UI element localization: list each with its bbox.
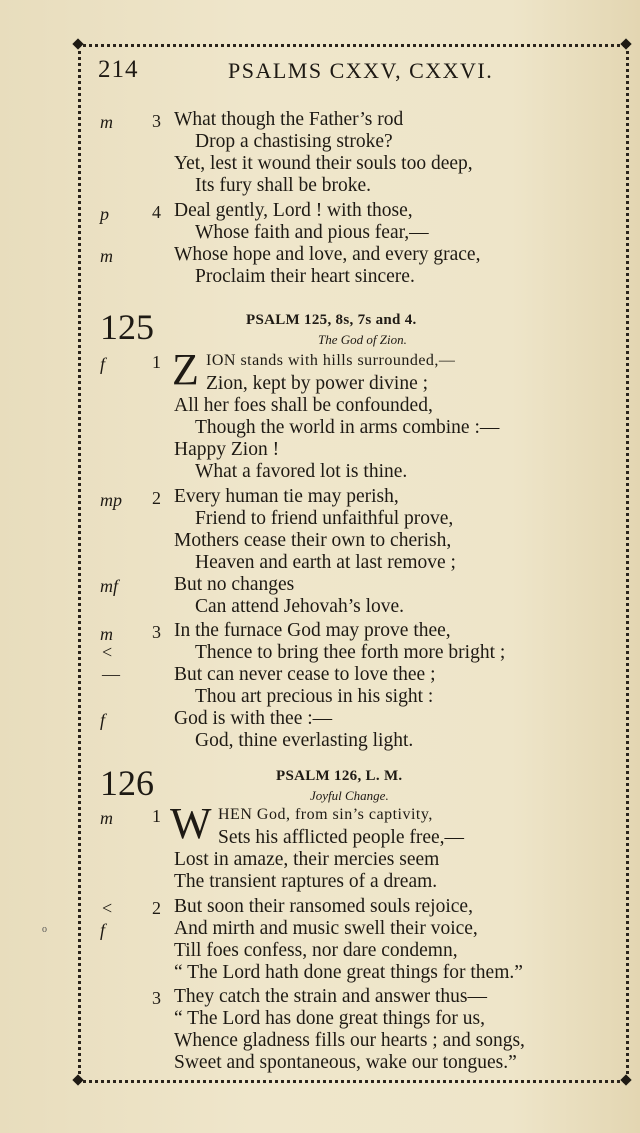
verse-line: Every human tie may perish,	[174, 486, 399, 507]
drop-cap: Z	[172, 345, 199, 394]
verse-line: What though the Father’s rod	[174, 109, 404, 130]
right-border-rule	[626, 44, 629, 1080]
corner-ornament-icon	[72, 38, 83, 49]
drop-cap: W	[170, 799, 212, 848]
verse-line: “ The Lord has done great things for us,	[174, 1008, 486, 1029]
verse-line: But no changes	[174, 574, 295, 595]
psalm-number: 125	[100, 307, 154, 347]
crescendo-mark: <	[102, 898, 113, 918]
psalm-heading: PSALM 126, L. M.	[276, 768, 403, 784]
dynamic-mark: m	[100, 624, 113, 644]
verse-line: Thence to bring thee forth more bright ;	[195, 642, 506, 663]
verse-number: 1	[152, 352, 161, 372]
verse-line: Though the world in arms combine :—	[195, 417, 500, 438]
verse-line: Zion, kept by power divine ;	[206, 373, 429, 394]
dynamic-mark: m	[100, 112, 113, 132]
dynamic-mark: m	[100, 808, 113, 828]
verse-line: Its fury shall be broke.	[195, 175, 371, 196]
verse-line: Till foes confess, nor dare condemn,	[174, 940, 458, 961]
verse-line: Happy Zion !	[174, 439, 280, 460]
verse-line: Whence gladness fills our hearts ; and songs,	[174, 1030, 525, 1051]
verse-number: 3	[152, 988, 161, 1008]
verse-line: In the furnace God may prove thee,	[174, 620, 451, 641]
verse-line: Whose faith and pious fear,—	[195, 222, 429, 243]
top-border-rule	[78, 44, 626, 47]
verse-line: But soon their ransomed souls rejoice,	[174, 896, 473, 917]
corner-ornament-icon	[72, 1074, 83, 1085]
dynamic-mark: f	[100, 710, 106, 730]
verse-line: Mothers cease their own to cherish,	[174, 530, 452, 551]
verse-line: ION stands with hills surrounded,—	[206, 352, 456, 369]
left-border-rule	[78, 44, 81, 1080]
verse-number: 2	[152, 898, 161, 918]
verse-line: Friend to friend unfaithful prove,	[195, 508, 454, 529]
psalm-subtitle: The God of Zion.	[318, 332, 407, 347]
verse-line: Heaven and earth at last remove ;	[195, 552, 456, 573]
verse-line: God, thine everlasting light.	[195, 730, 414, 751]
verse-line: “ The Lord hath done great things for them.”	[174, 962, 523, 983]
verse-line: All her foes shall be confounded,	[174, 395, 433, 416]
verse-number: 3	[152, 111, 161, 131]
verse-line: Yet, lest it wound their souls too deep,	[174, 153, 473, 174]
verse-line: Lost in amaze, their mercies seem	[174, 849, 440, 870]
verse-line: What a favored lot is thine.	[195, 461, 408, 482]
psalm-heading: PSALM 125, 8s, 7s and 4.	[246, 312, 417, 328]
psalm-subtitle: Joyful Change.	[310, 788, 389, 803]
verse-line: Thou art precious in his sight :	[195, 686, 434, 707]
dynamic-mark: f	[100, 354, 106, 374]
verse-line: Can attend Jehovah’s love.	[195, 596, 405, 617]
corner-ornament-icon	[620, 38, 631, 49]
dynamic-mark: f	[100, 920, 106, 940]
psalm-number: 126	[100, 763, 154, 803]
verse-line: Proclaim their heart sincere.	[195, 266, 415, 287]
verse-line: Deal gently, Lord ! with those,	[174, 200, 413, 221]
page-number: 214	[98, 56, 139, 83]
bottom-border-rule	[78, 1080, 626, 1083]
verse-line: They catch the strain and answer thus—	[174, 986, 487, 1007]
crescendo-mark: <	[102, 642, 113, 662]
verse-line: Sets his afflicted people free,—	[218, 827, 465, 848]
dynamic-mark: mf	[100, 576, 118, 596]
dash-mark: —	[102, 664, 120, 684]
verse-line: Whose hope and love, and every grace,	[174, 244, 481, 265]
verse-number: 2	[152, 488, 161, 508]
verse-line: Drop a chastising stroke?	[195, 131, 393, 152]
verse-line: And mirth and music swell their voice,	[174, 918, 478, 939]
verse-number: 1	[152, 806, 161, 826]
dynamic-mark: mp	[100, 490, 122, 510]
verse-line: Sweet and spontaneous, wake our tongues.”	[174, 1052, 517, 1073]
dynamic-mark: m	[100, 246, 113, 266]
margin-mark: o	[42, 924, 47, 935]
corner-ornament-icon	[620, 1074, 631, 1085]
verse-line: But can never cease to love thee ;	[174, 664, 436, 685]
running-title: PSALMS CXXV, CXXVI.	[228, 58, 494, 83]
verse-line: HEN God, from sin’s captivity,	[218, 806, 433, 823]
verse-number: 4	[152, 202, 161, 222]
verse-line: God is with thee :—	[174, 708, 333, 729]
verse-number: 3	[152, 622, 161, 642]
verse-line: The transient raptures of a dream.	[174, 871, 438, 892]
dynamic-mark: p	[100, 204, 109, 224]
